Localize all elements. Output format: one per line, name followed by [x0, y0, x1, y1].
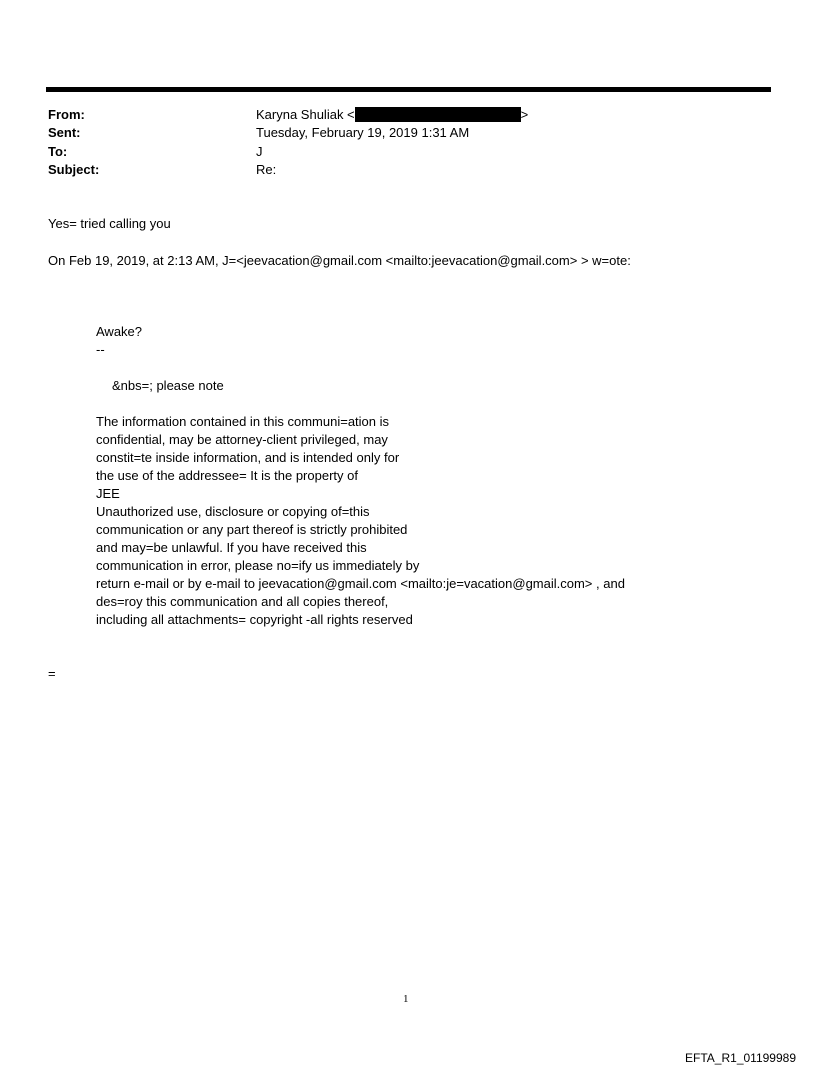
redaction-block [355, 107, 521, 122]
from-label: From: [48, 107, 85, 122]
sent-label: Sent: [48, 125, 81, 140]
disclaimer-line: communication or any part thereof is strictly prohibited [96, 522, 408, 537]
disclaimer-line: return e-mail or by e-mail to jeevacation@gmail.com <mailto:je=vacation@gmail.com> , and [96, 576, 625, 591]
header-rule [46, 87, 771, 92]
from-close: > [520, 107, 529, 122]
quote-intro: On Feb 19, 2019, at 2:13 AM, J=<jeevacation@gmail.com <mailto:jeevacation@gmail.com> > w=ote: [48, 253, 631, 268]
disclaimer-line: communication in error, please no=ify us immediately by [96, 558, 420, 573]
reply-text: Yes= tried calling you [48, 216, 171, 231]
trailing-equals: = [48, 666, 56, 681]
disclaimer-line: Unauthorized use, disclosure or copying of=this [96, 504, 370, 519]
from-value [256, 106, 528, 124]
disclaimer-line: the use of the addressee= It is the property of [96, 468, 358, 483]
subject-value: Re: [256, 162, 277, 177]
disclaimer-line: including all attachments= copyright -all rights reserved [96, 612, 413, 627]
quoted-awake: Awake? [96, 324, 143, 339]
bates-number: EFTA_R1_01199989 [685, 1051, 796, 1065]
disclaimer-line: JEE [96, 486, 120, 501]
quoted-dashes: -- [96, 342, 105, 357]
disclaimer-line: constit=te inside information, and is intended only for [96, 450, 400, 465]
disclaimer-line: and may=be unlawful. If you have received this [96, 540, 367, 555]
to-label: To: [48, 144, 68, 159]
page-number: 1 [403, 993, 409, 1005]
disclaimer-line: confidential, may be attorney-client privileged, may [96, 432, 388, 447]
sent-value: Tuesday, February 19, 2019 1:31 AM [256, 125, 470, 140]
disclaimer-line: The information contained in this communi=ation is [96, 414, 390, 429]
quoted-nbs-note: &nbs=; please note [112, 378, 224, 393]
from-name: Karyna Shuliak < [256, 107, 355, 122]
subject-label: Subject: [48, 162, 100, 177]
to-value: J [256, 144, 263, 159]
disclaimer-line: des=roy this communication and all copies thereof, [96, 594, 389, 609]
